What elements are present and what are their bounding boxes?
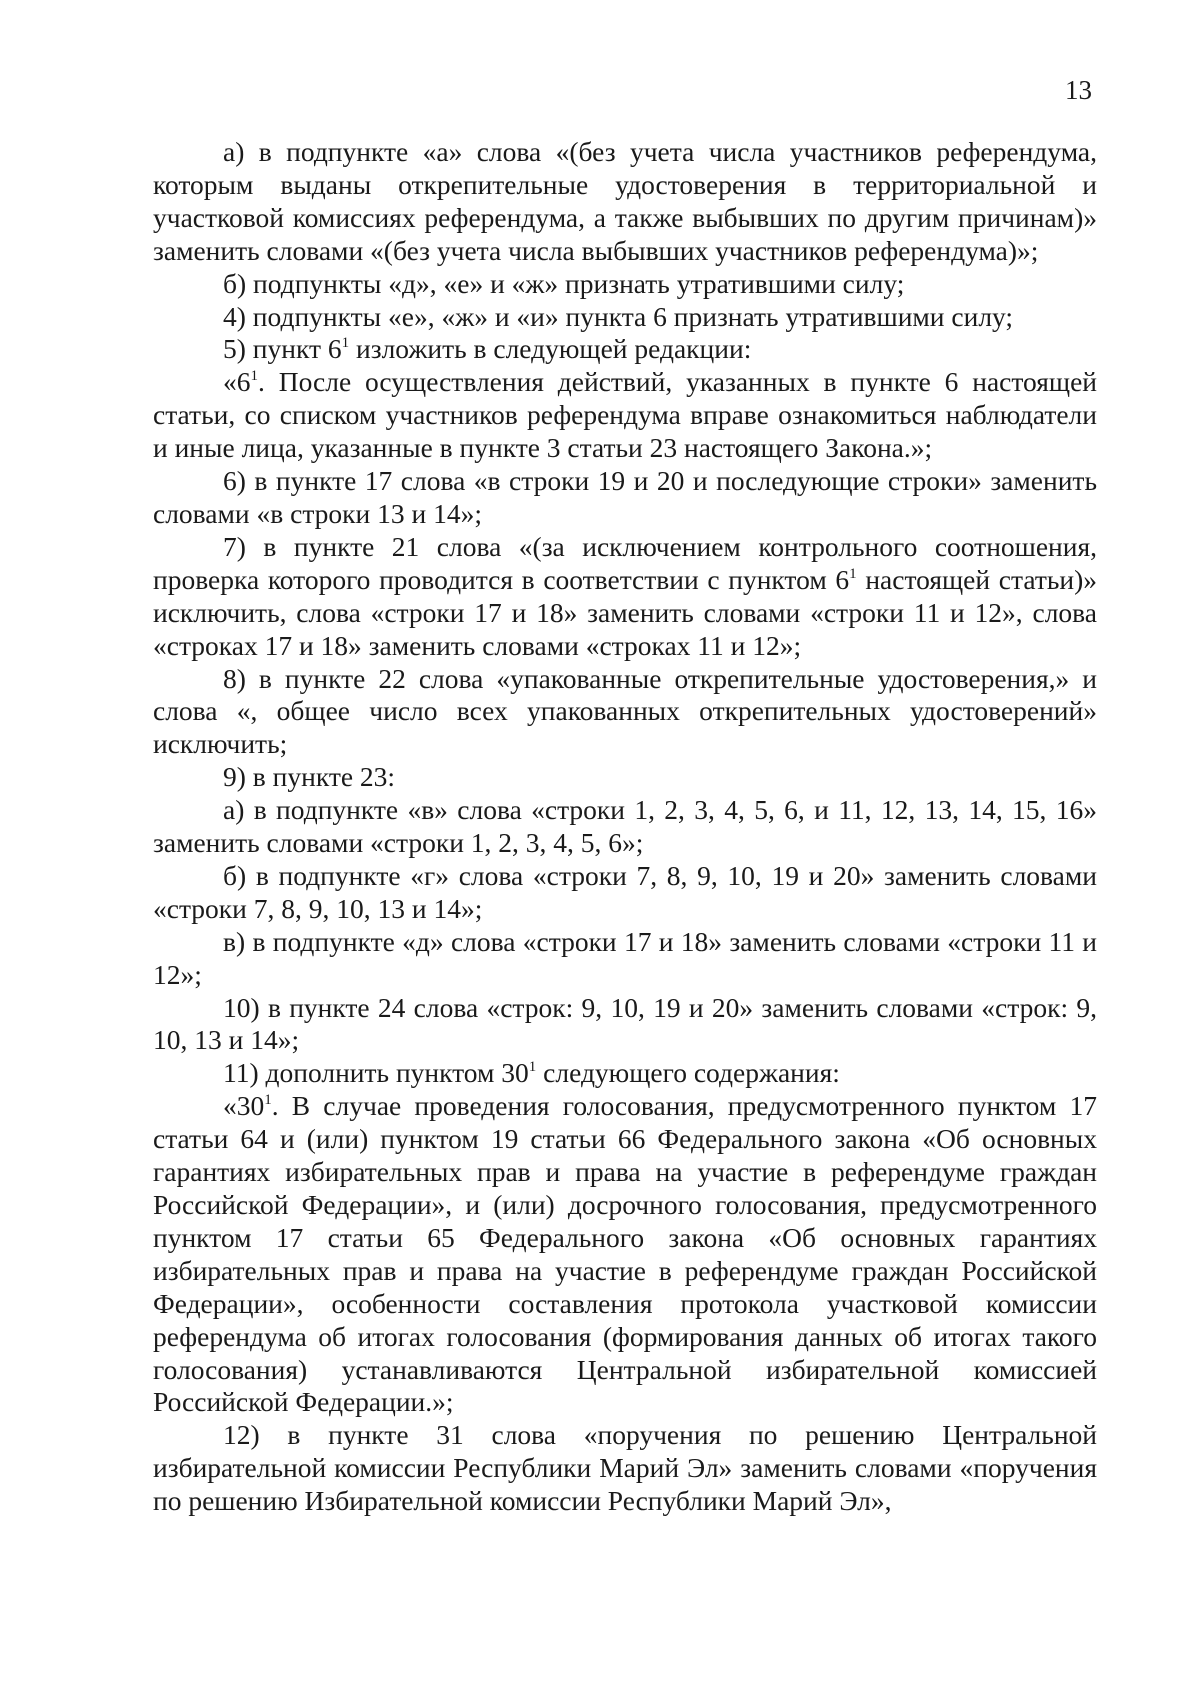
text-run: . В случае проведения голосования, предусмотренного пунктом 17 статьи 64 и (или) пунктом 19 статьи 66 Федерального закона «Об основных гарантиях избирательных прав и права на участие в референдуме граждан Российской Федерации», и (или) досрочного голосования, предусмотренного пунктом 17 статьи 65 Федерального закона «Об основных гарантиях избирательных прав и права на участие в референдуме граждан Российской Федерации», особенности составления протокола участковой комиссии референдума об итогах голосования (формирования данных об итогах такого голосования) устанавливаются Центральной избирательной комиссией Российской Федерации.»; xyxy=(153,1090,1097,1418)
text-run: . После осуществления действий, указанных в пункте 6 настоящей статьи, со списком участников референдума вправе ознакомиться наблюдатели и иные лица, указанные в пункте 3 статьи 23 настоящего Закона.»; xyxy=(153,366,1097,464)
text-run: «30 xyxy=(223,1090,265,1122)
paragraph: 4) подпункты «е», «ж» и «и» пункта 6 признать утратившими силу; xyxy=(223,300,1014,332)
text-run: 7) в пункте 21 слова «(за исключением контрольного соотношения, проверка которого проводится в соответствии с пунктом 6 xyxy=(153,530,1097,595)
paragraph: 8) в пункте 22 слова «упакованные открепительные удостоверения,» и слова «, общее число всех упакованных открепительных удостоверений» исключить; xyxy=(153,662,1097,760)
paragraph: а) в подпункте «а» слова «(без учета числа участников референдума, которым выданы открепительные удостоверения в территориальной и участковой комиссиях референдума, а также выбывших по другим причинам)» заменить словами «(без учета числа выбывших участников референдума)»; xyxy=(153,136,1097,266)
paragraph: 12) в пункте 31 слова «поручения по решению Центральной избирательной комиссии Республики Марий Эл» заменить словами «поручения по решению Избирательной комиссии Республики Марий Эл», xyxy=(153,1419,1097,1517)
text-run: 5) пункт 6 xyxy=(223,333,342,365)
paragraph xyxy=(153,1057,1097,1090)
text-run: 11) дополнить пунктом 30 xyxy=(223,1057,529,1089)
paragraph: 6) в пункте 17 слова «в строки 19 и 20 и последующие строки» заменить словами «в строки 13 и 14»; xyxy=(153,465,1097,529)
text-run: следующего содержания: xyxy=(536,1057,840,1089)
paragraph xyxy=(153,333,1097,366)
superscript: 1 xyxy=(849,565,857,582)
paragraph: 9) в пункте 23: xyxy=(223,761,396,793)
paragraph: в) в подпункте «д» слова «строки 17 и 18» заменить словами «строки 11 и 12»; xyxy=(153,925,1097,990)
superscript: 1 xyxy=(250,368,258,385)
paragraph xyxy=(153,531,1097,663)
superscript: 1 xyxy=(264,1092,272,1109)
document-body xyxy=(153,136,1097,1518)
paragraph xyxy=(153,1090,1097,1419)
text-run: «6 xyxy=(223,366,251,398)
superscript: 1 xyxy=(341,335,350,352)
paragraph: 10) в пункте 24 слова «строк: 9, 10, 19 и 20» заменить словами «строк: 9, 10, 13 и 14»; xyxy=(153,991,1097,1056)
paragraph: б) в подпункте «г» слова «строки 7, 8, 9, 10, 19 и 20» заменить словами «строки 7, 8, 9, 10, 13 и 14»; xyxy=(153,859,1097,924)
paragraph: б) подпункты «д», «е» и «ж» признать утратившими силу; xyxy=(223,267,905,299)
text-run: изложить в следующей редакции: xyxy=(349,333,752,365)
paragraph xyxy=(153,366,1097,465)
text-run: настоящей статьи)» исключить, слова «строки 17 и 18» заменить словами «строки 11 и 12», слова «строках 17 и 18» заменить словами «строках 11 и 12»; xyxy=(153,563,1097,661)
superscript: 1 xyxy=(528,1059,537,1076)
page-number: 13 xyxy=(1065,75,1092,105)
paragraph: а) в подпункте «в» слова «строки 1, 2, 3, 4, 5, 6, и 11, 12, 13, 14, 15, 16» заменить словами «строки 1, 2, 3, 4, 5, 6»; xyxy=(153,794,1097,859)
